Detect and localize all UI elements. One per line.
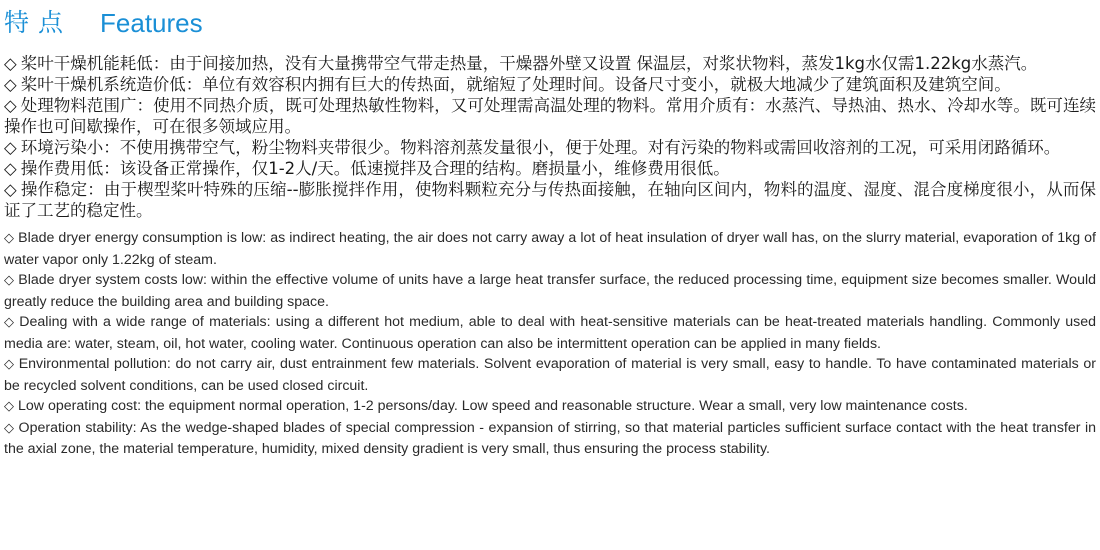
en-feature-item [4, 354, 1096, 396]
en-feature-item [4, 312, 1096, 354]
en-feature-text: Operation stability: As the wedge-shaped blades of special compression - expansion of stirring, so that material particles sufficient surface contact with the heat transfer in the axial zone, the material temperature, humidity, mixed density gradient is very small, thus ensuring the process stability. [4, 419, 1096, 457]
features-heading [4, 0, 1096, 38]
diamond-bullet-icon: ◇ [4, 159, 17, 178]
zh-feature-list [4, 53, 1096, 221]
diamond-bullet-icon: ◇ [4, 75, 17, 94]
diamond-bullet-icon: ◇ [4, 180, 17, 199]
zh-feature-text: 操作稳定：由于楔型桨叶特殊的压缩--膨胀搅拌作用，使物料颗粒充分与传热面接触，在轴向区间内，物料的温度、湿度、混合度梯度很小，从而保证了工艺的稳定性。 [4, 180, 1096, 220]
en-feature-item [4, 396, 1096, 418]
diamond-bullet-icon: ◇ [4, 138, 17, 157]
en-feature-list [4, 228, 1096, 460]
en-feature-item [4, 270, 1096, 312]
zh-feature-item [4, 158, 1096, 179]
zh-feature-item [4, 95, 1096, 137]
en-feature-text: Dealing with a wide range of materials: using a different hot medium, able to deal with heat-sensitive materials can be heat-treated materials handling. Commonly used media are: water, steam, oil, hot water, cooling water. Continuous operation can also be intermittent operation can be applied in many fields. [4, 314, 1097, 352]
en-feature-item [4, 418, 1096, 460]
en-feature-text: Low operating cost: the equipment normal operation, 1-2 persons/day. Low speed and reasonable structure. Wear a small, very low maintenance costs. [18, 398, 968, 414]
diamond-bullet-icon: ◇ [4, 420, 15, 436]
en-feature-text: Blade dryer energy consumption is low: as indirect heating, the air does not carry away a lot of heat insulation of dryer wall has, on the slurry material, evaporation of 1kg of water vapor only 1.22kg of steam. [4, 230, 1096, 268]
diamond-bullet-icon: ◇ [4, 231, 15, 246]
diamond-bullet-icon: ◇ [4, 273, 15, 288]
zh-feature-text: 操作费用低：该设备正常操作，仅1-2人/天。低速搅拌及合理的结构。磨损量小，维修费用很低。 [20, 159, 730, 178]
zh-feature-item [4, 53, 1096, 74]
zh-feature-text: 处理物料范围广：使用不同热介质，既可处理热敏性物料，又可处理需高温处理的物料。常用介质有：水蒸汽、导热油、热水、冷却水等。既可连续操作也可间歇操作，可在很多领域应用。 [4, 96, 1096, 136]
diamond-bullet-icon: ◇ [4, 357, 15, 372]
diamond-bullet-icon: ◇ [4, 54, 17, 73]
zh-feature-text: 桨叶干燥机系统造价低：单位有效容积内拥有巨大的传热面，就缩短了处理时间。设备尺寸变小，就极大地减少了建筑面积及建筑空间。 [20, 75, 1011, 94]
zh-feature-item [4, 137, 1096, 158]
en-feature-text: Blade dryer system costs low: within the effective volume of units have a large heat transfer surface, the reduced processing time, equipment size becomes smaller. Would greatly reduce the building area and building space. [4, 272, 1097, 310]
diamond-bullet-icon: ◇ [4, 315, 16, 330]
en-feature-text: Environmental pollution: do not carry air, dust entrainment few materials. Solvent evaporation of material is very small, easy to handle. To have contaminated materials or be recycled solvent conditions, can be used closed circuit. [4, 356, 1096, 394]
zh-feature-text: 环境污染小：不使用携带空气，粉尘物料夹带很少。物料溶剂蒸发量很小，便于处理。对有污染的物料或需回收溶剂的工况，可采用闭路循环。 [20, 138, 1061, 157]
zh-feature-item [4, 74, 1096, 95]
zh-feature-item [4, 179, 1096, 221]
en-feature-item [4, 228, 1096, 270]
diamond-bullet-icon: ◇ [4, 399, 14, 414]
zh-feature-text: 桨叶干燥机能耗低：由于间接加热，没有大量携带空气带走热量，干燥器外壁又设置 保温层，对浆状物料，蒸发1kg水仅需1.22kg水蒸汽。 [20, 54, 1038, 73]
heading-en: Features [100, 8, 203, 38]
diamond-bullet-icon: ◇ [4, 96, 17, 115]
heading-zh: 特点 [4, 8, 73, 37]
